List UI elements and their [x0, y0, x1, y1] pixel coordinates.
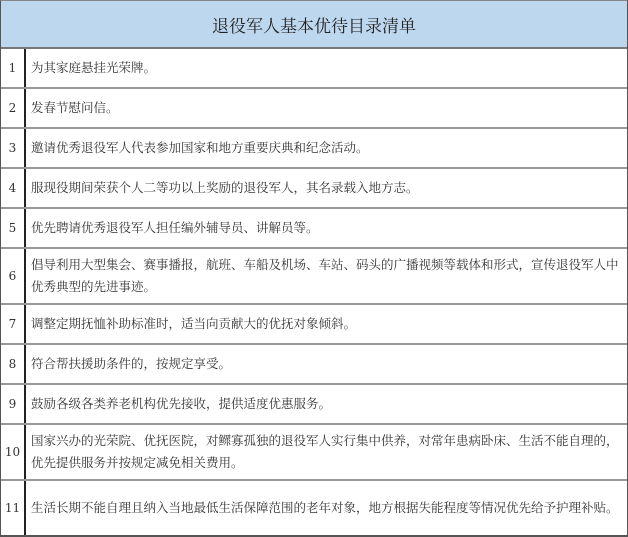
table-row — [1, 89, 627, 129]
table-row — [1, 425, 627, 481]
table-title: 退役军人基本优待目录清单 — [1, 1, 627, 49]
table-row — [1, 385, 627, 425]
table-row — [1, 169, 627, 209]
row-text: 符合帮扶援助条件的，按规定享受。 — [31, 356, 232, 371]
row-text: 为其家庭悬挂光荣牌。 — [31, 60, 157, 75]
row-number: 9 — [1, 385, 26, 423]
table-row — [1, 249, 627, 305]
row-number: 6 — [1, 249, 26, 303]
row-text: 生活长期不能自理且纳入当地最低生活保障范围的老年对象，地方根据失能程度等情况优先给予护理补贴。 — [31, 500, 619, 515]
table-row — [1, 481, 627, 536]
row-text: 邀请优秀退役军人代表参加国家和地方重要庆典和纪念活动。 — [31, 140, 369, 155]
row-number: 7 — [1, 305, 26, 343]
row-number: 4 — [1, 169, 26, 207]
row-number: 3 — [1, 129, 26, 167]
row-text: 调整定期抚恤补助标准时，适当向贡献大的优抚对象倾斜。 — [31, 316, 357, 331]
table-row — [1, 49, 627, 89]
row-text: 倡导利用大型集会、赛事播报，航班、车船及机场、车站、码头的广播视频等载体和形式，宣传退役军人中优秀典型的先进事迹。 — [31, 257, 619, 294]
table-row — [1, 305, 627, 345]
row-number: 11 — [1, 481, 26, 535]
row-number: 8 — [1, 345, 26, 383]
table-row — [1, 129, 627, 169]
row-number: 5 — [1, 209, 26, 247]
table-row — [1, 209, 627, 249]
row-number: 1 — [1, 49, 26, 87]
row-text: 国家兴办的光荣院、优抚医院，对鳏寡孤独的退役军人实行集中供养，对常年患病卧床、生活不能自理的，优先提供服务并按规定减免相关费用。 — [31, 433, 619, 470]
row-text: 鼓励各级各类养老机构优先接收，提供适度优惠服务。 — [31, 396, 332, 411]
table-row — [1, 345, 627, 385]
row-text: 服现役期间荣获个人二等功以上奖励的退役军人，其名录载入地方志。 — [31, 180, 419, 195]
row-number: 2 — [1, 89, 26, 127]
row-text: 发春节慰问信。 — [31, 100, 119, 115]
row-number: 10 — [1, 425, 26, 479]
row-text: 优先聘请优秀退役军人担任编外辅导员、讲解员等。 — [31, 220, 319, 235]
